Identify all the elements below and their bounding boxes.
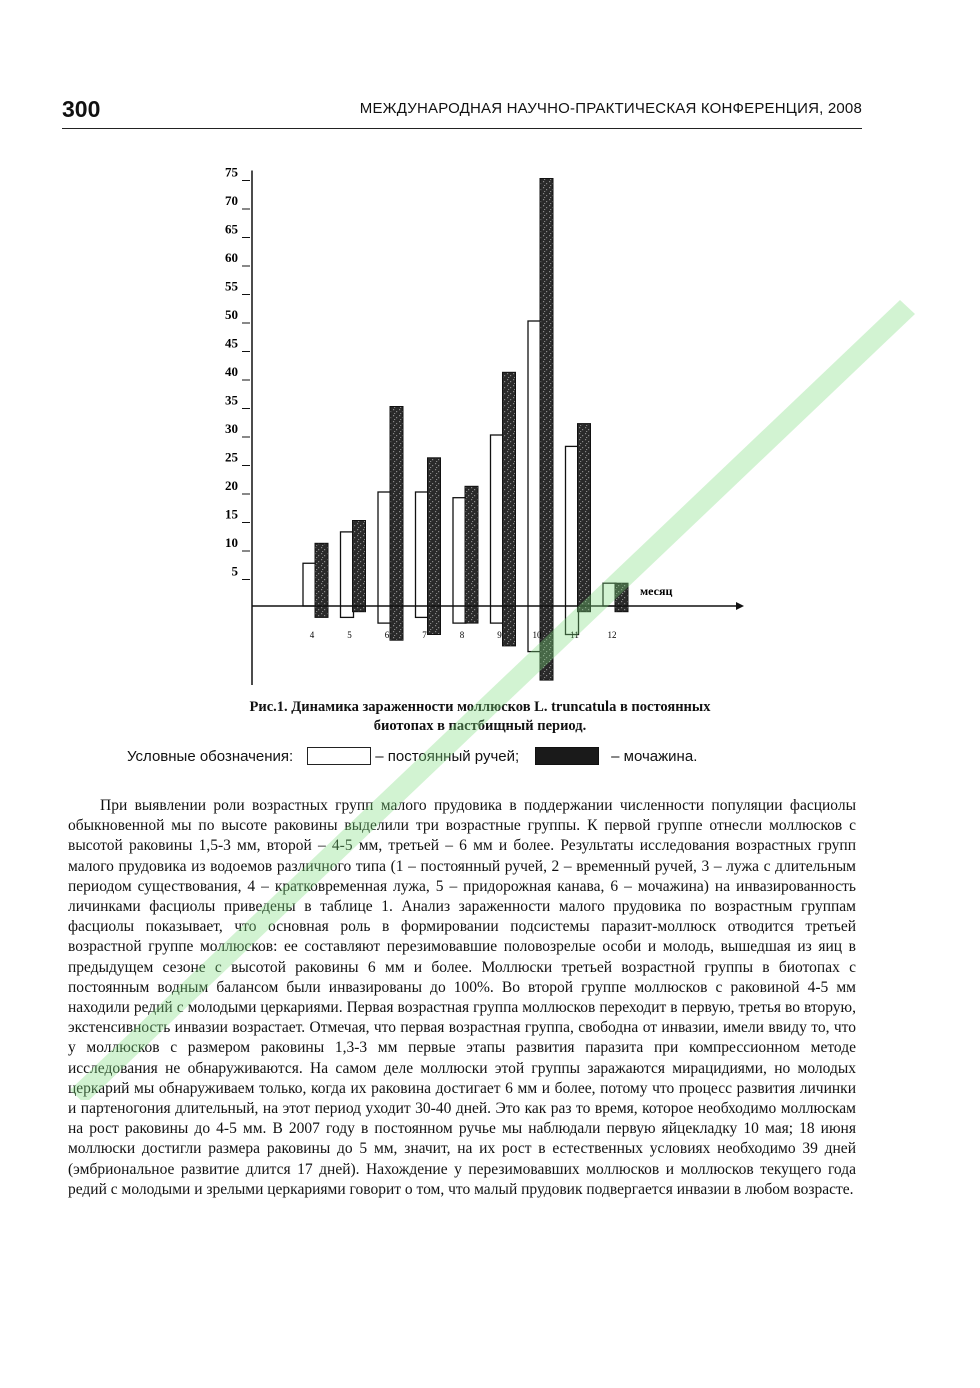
- bar-white: [416, 492, 429, 617]
- bar-dark: [353, 521, 366, 612]
- x-tick-label: 4: [309, 630, 315, 640]
- bars: [303, 179, 628, 681]
- caption-line-2: биотопах в пастбищный период.: [373, 718, 587, 734]
- bar-white: [378, 492, 391, 623]
- y-tick-label: 60: [225, 250, 238, 265]
- x-tick-label: 7: [422, 630, 427, 640]
- running-head: МЕЖДУНАРОДНАЯ НАУЧНО-ПРАКТИЧЕСКАЯ КОНФЕРЕНЦИЯ, 2008: [359, 100, 862, 117]
- legend: [127, 747, 697, 765]
- bar-dark: [428, 458, 441, 635]
- y-tick-label: 20: [225, 478, 238, 493]
- y-axis: [225, 165, 252, 686]
- y-tick-label: 30: [225, 421, 238, 436]
- x-tick-label: 12: [607, 630, 617, 640]
- legend-swatch-dark: [535, 747, 599, 765]
- y-tick-label: 45: [225, 335, 238, 351]
- x-axis-arrow: [736, 602, 744, 610]
- x-tick-label: 5: [347, 630, 352, 640]
- y-tick-label: 55: [225, 278, 238, 294]
- y-tick-label: 70: [225, 193, 238, 208]
- caption-line-1: Рис.1. Динамика зараженности моллюсков L. truncatula в постоянных: [249, 699, 711, 715]
- bar-dark: [615, 583, 628, 612]
- legend-label-dark: – мочажина.: [611, 747, 698, 765]
- x-tick-label: 6: [384, 630, 390, 640]
- y-tick-label: 50: [225, 307, 238, 322]
- legend-prefix: Условные обозначения:: [127, 747, 294, 765]
- x-tick-label: 10: [532, 630, 542, 640]
- page-number: 300: [62, 96, 101, 122]
- y-tick-label: 35: [225, 392, 238, 408]
- bar-dark: [390, 407, 403, 641]
- y-tick-label: 75: [225, 164, 238, 180]
- x-axis-label: месяц: [640, 584, 673, 598]
- y-tick-label: 5: [231, 563, 238, 579]
- y-tick-label: 10: [225, 535, 238, 550]
- x-tick-label: 8: [459, 630, 465, 640]
- bar-white: [303, 563, 316, 606]
- legend-label-white: – постоянный ручей;: [375, 747, 520, 765]
- y-tick-label: 25: [225, 449, 238, 465]
- y-tick-label: 65: [225, 221, 238, 237]
- bar-white: [341, 532, 354, 618]
- legend-swatch-white: [307, 747, 371, 765]
- body-text: [68, 796, 856, 1200]
- body-paragraph: При выявлении роли возрастных групп малого прудовика в поддержании численности популяции фасциолы обыкновенной мы по высоте раковины выделили три возрастные группы. К первой группе отнесли моллюсков с высотой раковины 1,5-3 мм, второй – 4-5 мм, третьей – 6 мм и более. Результаты исследования возрастных групп малого прудовика из водоемов различного типа (1 – постоянный ручей, 2 – временный ручей, 3 – лужа с длительным периодом существования, 4 – кратковременная лужа, 5 – придорожная канава, 6 – мочажина) на инвазированность личинками фасциолы приведены в таблице 1. Анализ зараженности малого прудовика по возрастным группам фасциолы показывает, что основная роль в формировании подсистемы паразит-моллюск отводится третьей возрастной группе моллюсков: ее составляют перезимовавшие половозрелые особи и молодь, вышедшая из яиц в предыдущем сезоне с высотой раковины 6 мм и более. Моллюски третьей возрастной группы в биотопах с постоянным водным балансом были инвазированы до 100%. Во второй группе моллюсков с раковиной 4-5 мм находили редий с молодыми церкариями. Первая возрастная группа моллюсков переходит в первую, третья во вторую, экстенсивность инвазии возрастает. Отмечая, что первая возрастная группа, свободна от инвазии, имели ввиду то, что у моллюсков с размером раковины 1,3-3 мм первые этапы развития паразита при компрессионном методе исследования не обнаруживаются. На самом деле моллюски этой группы заражаются мирацидиями, но молодых церкарий мы обнаруживаем только, когда их раковина достигает 6 мм и более, потому что процесс развития личинки и партеногония длительный, на этот период уходит 30-40 дней. Это как раз то время, которое необходимо моллюскам на рост раковины до 4-5 мм. В 2007 году в постоянном ручье мы наблюдали первую яйцекладку 10 мая; 18 июня моллюски достигли размера раковины до 5 мм, значит, на их рост в естественных условиях необходимо 39 дней (эмбриональное развитие длится 17 дней). Нахождение у перезимовавших моллюсков и моллюсков текущего года редий с молодыми и зрелыми церкариями говорит о том, что малый прудовик подвергается инвазии в любом возрасте.: [68, 797, 856, 1198]
- x-tick-label: 9: [497, 630, 502, 640]
- bar-chart: [200, 150, 760, 685]
- bar-dark: [465, 486, 478, 623]
- bar-dark: [540, 179, 553, 681]
- y-tick-label: 15: [225, 506, 238, 522]
- y-tick-label: 40: [225, 364, 238, 379]
- bar-white: [453, 498, 466, 623]
- bar-dark: [578, 424, 591, 612]
- page-header: [62, 94, 862, 129]
- x-tick-label: 11: [570, 630, 579, 640]
- bar-dark: [503, 372, 516, 646]
- bar-white: [528, 321, 541, 652]
- figure-caption: [150, 698, 810, 736]
- bar-white: [491, 435, 504, 623]
- bar-white: [603, 583, 616, 606]
